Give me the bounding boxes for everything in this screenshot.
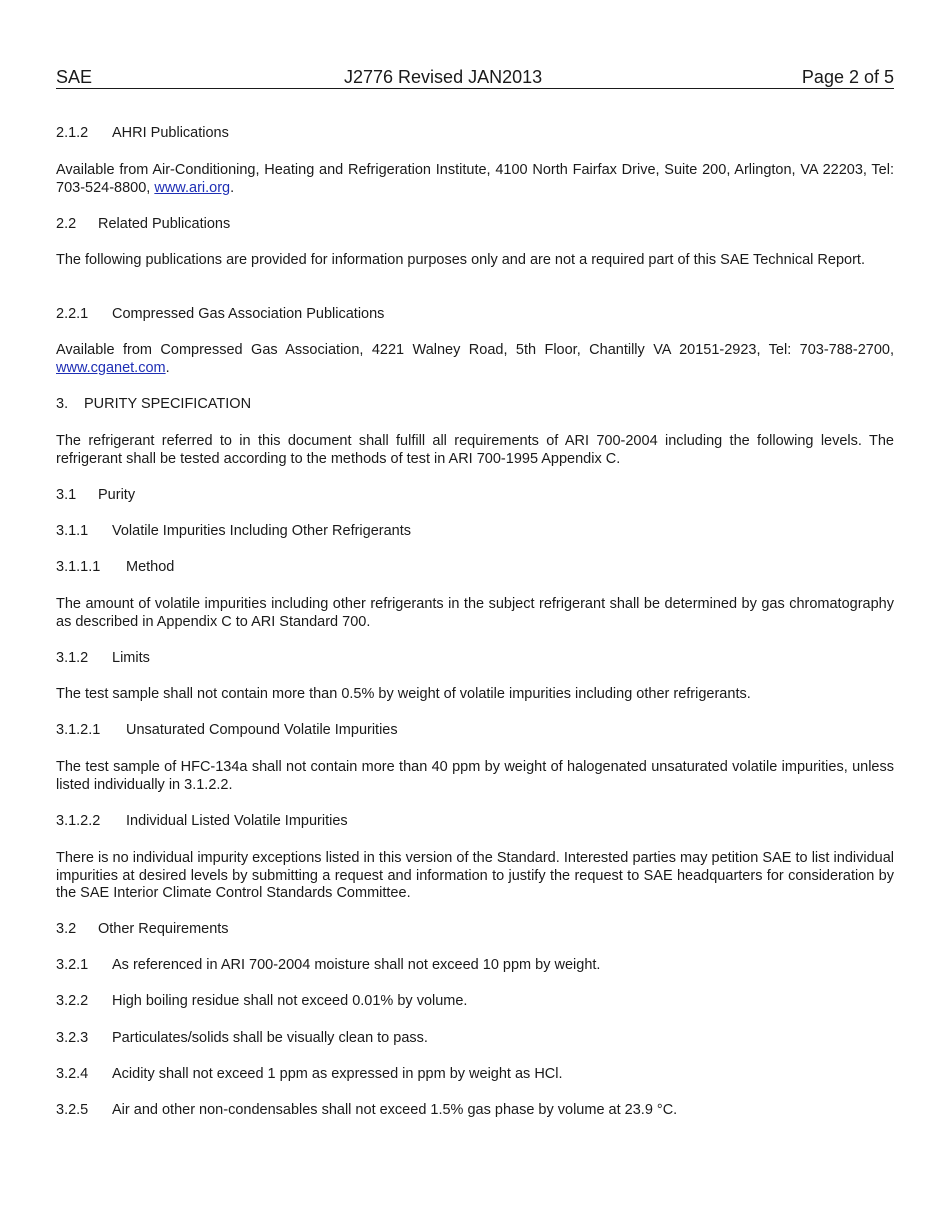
section-3-1-2-paragraph xyxy=(56,686,894,704)
section-2-2-paragraph xyxy=(56,252,894,270)
paragraph-text: There is no individual impurity exceptions listed in this version of the Standard. Interested parties may petition SAE to list individual impurities at desired levels by submitting a request and information to justify the request to SAE headquarters for consideration by the SAE Interior Climate Control Standards Committee. xyxy=(56,850,894,901)
section-3-1-1-1-heading xyxy=(56,559,894,577)
section-number: 2.2 xyxy=(56,216,77,232)
section-3-1-2-heading xyxy=(56,650,894,668)
section-3-1-2-2-heading xyxy=(56,813,894,831)
section-2-2-heading xyxy=(56,216,894,234)
section-3-1-heading xyxy=(56,487,894,505)
section-2-2-1-heading xyxy=(56,306,894,324)
section-title: Compressed Gas Association Publications xyxy=(112,306,385,322)
section-number: 3.2.3 xyxy=(56,1030,89,1046)
section-number: 2.2.1 xyxy=(56,306,89,322)
paragraph-tail: . xyxy=(165,359,170,376)
section-title: Limits xyxy=(112,650,150,666)
page-header xyxy=(56,66,894,89)
paragraph-text: Available from Air-Conditioning, Heating and Refrigeration Institute, 4100 North Fairfax Drive, Suite 200, Arlington, VA 22203, Tel: 703-524-8800, xyxy=(56,162,894,196)
section-title: Other Requirements xyxy=(98,921,229,937)
section-number: 3.2 xyxy=(56,921,77,937)
paragraph-text: The test sample of HFC-134a shall not contain more than 40 ppm by weight of halogenated unsaturated volatile impurities, unless listed individually in 3.1.2.2. xyxy=(56,759,894,793)
section-3-1-2-2-paragraph xyxy=(56,850,894,903)
ari-website-link[interactable]: www.ari.org xyxy=(154,179,231,196)
section-title: Unsaturated Compound Volatile Impurities xyxy=(126,722,398,738)
section-text: Particulates/solids shall be visually clean to pass. xyxy=(112,1030,428,1046)
section-3-heading xyxy=(56,396,894,414)
paragraph-tail: . xyxy=(230,179,235,196)
section-number: 2.1.2 xyxy=(56,125,89,141)
section-3-1-1-1-paragraph xyxy=(56,596,894,631)
section-number: 3.1.2 xyxy=(56,650,89,666)
section-2-2-1-paragraph xyxy=(56,342,894,377)
section-2-1-2-heading xyxy=(56,125,894,143)
section-title: PURITY SPECIFICATION xyxy=(84,396,252,412)
paragraph-text: The test sample shall not contain more than 0.5% by weight of volatile impurities including other refrigerants. xyxy=(56,686,751,702)
section-number: 3.1.2.1 xyxy=(56,722,101,738)
section-number: 3.1.1 xyxy=(56,523,89,539)
section-3-1-2-1-heading xyxy=(56,722,894,740)
header-doc-id: J2776 Revised JAN2013 xyxy=(344,67,543,87)
section-3-2-3-item xyxy=(56,1030,894,1048)
header-page-number: Page 2 of 5 xyxy=(801,67,894,87)
section-title: Volatile Impurities Including Other Refrigerants xyxy=(112,523,412,539)
cga-website-link[interactable]: www.cganet.com xyxy=(56,359,166,376)
section-number: 3.2.1 xyxy=(56,957,89,973)
section-3-2-heading xyxy=(56,921,894,939)
section-3-2-5-item xyxy=(56,1102,894,1120)
section-3-2-4-item xyxy=(56,1066,894,1084)
section-title: Individual Listed Volatile Impurities xyxy=(126,813,348,829)
section-2-1-2-paragraph xyxy=(56,162,894,197)
header-org: SAE xyxy=(56,67,93,87)
section-title: Purity xyxy=(98,487,136,503)
paragraph-text: The amount of volatile impurities including other refrigerants in the subject refrigerant shall be determined by gas chromatography as described in Appendix C to ARI Standard 700. xyxy=(56,596,894,630)
section-title: Related Publications xyxy=(98,216,231,232)
section-3-1-2-1-paragraph xyxy=(56,759,894,794)
section-3-1-1-heading xyxy=(56,523,894,541)
section-number: 3.1 xyxy=(56,487,77,503)
section-text: High boiling residue shall not exceed 0.01% by volume. xyxy=(112,993,468,1009)
paragraph-text: The following publications are provided for information purposes only and are not a required part of this SAE Technical Report. xyxy=(56,252,865,268)
paragraph-text: The refrigerant referred to in this document shall fulfill all requirements of ARI 700-2004 including the following levels. The refrigerant shall be tested according to the methods of test in ARI 700-1995 Appendix C. xyxy=(56,433,894,467)
paragraph-text: Available from Compressed Gas Association, 4221 Walney Road, 5th Floor, Chantilly VA 20151-2923, Tel: 703-788-2700, xyxy=(56,342,894,358)
section-text: Acidity shall not exceed 1 ppm as expressed in ppm by weight as HCl. xyxy=(112,1066,563,1082)
section-number: 3.2.4 xyxy=(56,1066,89,1082)
section-title: AHRI Publications xyxy=(112,125,229,141)
section-title: Method xyxy=(126,559,175,575)
section-3-2-2-item xyxy=(56,993,894,1011)
section-3-2-1-item xyxy=(56,957,894,975)
section-number: 3.1.2.2 xyxy=(56,813,101,829)
section-3-paragraph xyxy=(56,433,894,468)
section-text: As referenced in ARI 700-2004 moisture shall not exceed 10 ppm by weight. xyxy=(112,957,601,973)
section-number: 3.2.2 xyxy=(56,993,89,1009)
section-text: Air and other non-condensables shall not exceed 1.5% gas phase by volume at 23.9 °C. xyxy=(112,1102,678,1118)
section-number: 3. xyxy=(56,396,69,412)
section-number: 3.2.5 xyxy=(56,1102,89,1118)
section-number: 3.1.1.1 xyxy=(56,559,101,575)
